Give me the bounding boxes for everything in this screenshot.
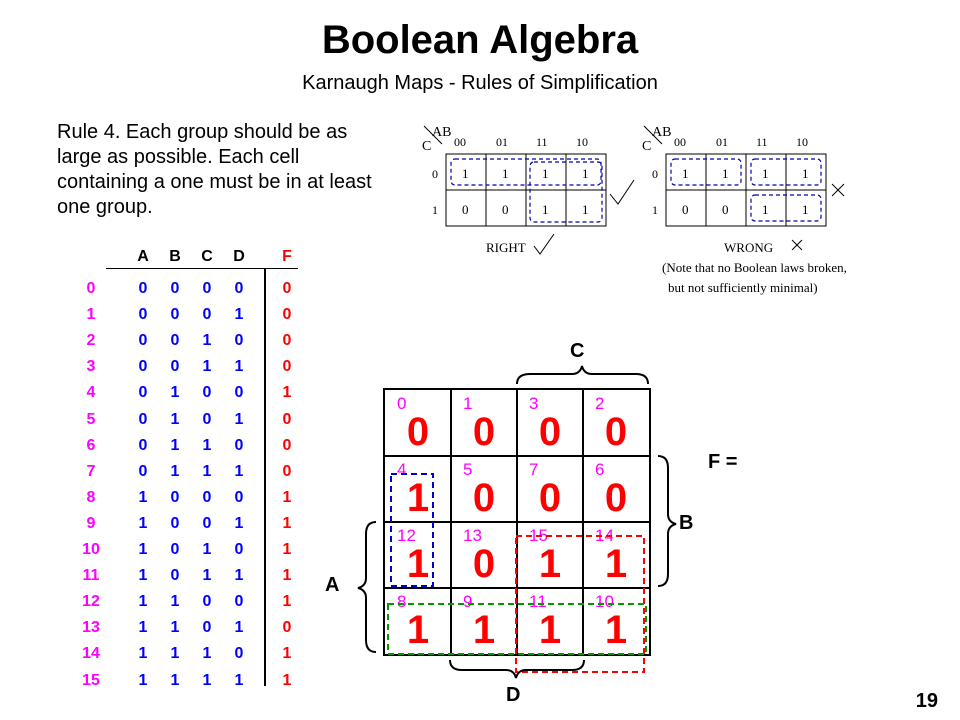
kmap-cell-index: 14 bbox=[595, 526, 614, 545]
cell-f: 0 bbox=[282, 462, 292, 480]
cell-d: 1 bbox=[234, 358, 244, 376]
kmap-cell-index: 1 bbox=[463, 394, 473, 413]
kmap-cell: 1 bbox=[802, 202, 809, 217]
cell-b: 0 bbox=[170, 567, 180, 585]
kmap-cell: 0 bbox=[682, 202, 689, 217]
cell-f: 1 bbox=[282, 645, 292, 663]
kmap-cell: 1 bbox=[762, 166, 769, 181]
cell-d: 0 bbox=[234, 436, 244, 454]
row-index: 14 bbox=[82, 645, 100, 663]
label-b: B bbox=[679, 512, 694, 534]
row-index: 6 bbox=[86, 436, 96, 454]
kmap-cell-value: 1 bbox=[406, 476, 430, 520]
row-index: 1 bbox=[86, 306, 96, 324]
kmap-cell-value: 0 bbox=[604, 476, 628, 520]
cell-d: 0 bbox=[234, 593, 244, 611]
cell-b: 1 bbox=[170, 436, 180, 454]
kmap-note: but not sufficiently minimal) bbox=[668, 280, 818, 295]
cell-b: 1 bbox=[170, 619, 180, 637]
kmap-cell-value: 0 bbox=[472, 542, 496, 586]
cell-f: 0 bbox=[282, 436, 292, 454]
cell-a: 1 bbox=[138, 541, 148, 558]
cell-d: 0 bbox=[234, 488, 244, 506]
kmap-cell-value: 0 bbox=[472, 476, 496, 520]
kmap-cell: 0 bbox=[502, 202, 509, 217]
cell-c: 1 bbox=[202, 436, 212, 454]
cell-f: 0 bbox=[282, 410, 292, 428]
cell-f: 0 bbox=[282, 306, 292, 324]
cell-a: 1 bbox=[138, 619, 148, 637]
page-title: Boolean Algebra bbox=[321, 18, 639, 62]
cell-a: 0 bbox=[138, 332, 148, 350]
kmap-cell: 1 bbox=[462, 166, 469, 181]
row-index: 15 bbox=[82, 671, 100, 689]
cell-a: 0 bbox=[138, 358, 148, 376]
cell-d: 1 bbox=[234, 671, 244, 689]
kmap-cell-index: 7 bbox=[529, 460, 539, 479]
cell-d: 0 bbox=[234, 384, 244, 402]
row-index: 13 bbox=[82, 619, 100, 637]
row-index: 8 bbox=[86, 488, 96, 506]
row-index: 0 bbox=[86, 280, 96, 297]
brace-b bbox=[658, 456, 676, 586]
cell-c: 1 bbox=[202, 332, 212, 350]
kmap-cell-index: 2 bbox=[595, 394, 605, 413]
kmap-cell-value: 0 bbox=[604, 410, 628, 454]
cell-f: 0 bbox=[282, 280, 292, 297]
row-index: 7 bbox=[86, 462, 96, 480]
row-index: 2 bbox=[86, 332, 96, 350]
row-header: 1 bbox=[432, 203, 438, 217]
kmap-cell-index: 8 bbox=[397, 592, 407, 611]
column-header-d: D bbox=[233, 248, 245, 265]
cell-d: 1 bbox=[234, 514, 244, 532]
kmap-cell: 1 bbox=[582, 202, 589, 217]
cell-f: 0 bbox=[282, 619, 292, 637]
kmap-cell-index: 12 bbox=[397, 526, 416, 545]
kmap-cell: 1 bbox=[682, 166, 689, 181]
cell-b: 0 bbox=[170, 488, 180, 506]
kmap-cell-index: 13 bbox=[463, 526, 482, 545]
cell-c: 0 bbox=[202, 280, 212, 297]
kmap-cell-value: 0 bbox=[406, 410, 430, 454]
cell-b: 1 bbox=[170, 645, 180, 663]
cell-b: 0 bbox=[170, 358, 180, 376]
kmap-cell-value: 0 bbox=[538, 476, 562, 520]
row-index: 11 bbox=[82, 567, 100, 585]
col-header: 10 bbox=[576, 135, 588, 149]
cell-a: 1 bbox=[138, 567, 148, 585]
cell-d: 0 bbox=[234, 645, 244, 663]
cell-d: 0 bbox=[234, 541, 244, 558]
cell-a: 0 bbox=[138, 384, 148, 402]
cell-a: 0 bbox=[138, 306, 148, 324]
cell-c: 0 bbox=[202, 593, 212, 611]
kmap-cell: 1 bbox=[762, 202, 769, 217]
cell-a: 1 bbox=[138, 488, 148, 506]
label-d: D bbox=[506, 684, 521, 706]
cell-b: 1 bbox=[170, 384, 180, 402]
kmap-cell-index: 10 bbox=[595, 592, 614, 611]
f-equals-label: F = bbox=[708, 451, 738, 473]
col-header: 10 bbox=[796, 135, 808, 149]
kmap-caption: RIGHT bbox=[486, 240, 526, 255]
label-a: A bbox=[325, 574, 340, 596]
row-header: 0 bbox=[652, 167, 658, 181]
cell-f: 1 bbox=[282, 514, 292, 532]
col-header: 11 bbox=[536, 135, 548, 149]
column-header-c: C bbox=[201, 248, 213, 265]
cell-f: 1 bbox=[282, 384, 292, 402]
cell-c: 0 bbox=[202, 384, 212, 402]
cell-d: 1 bbox=[234, 462, 244, 480]
cell-b: 0 bbox=[170, 332, 180, 350]
kmap-cell-value: 1 bbox=[406, 608, 430, 652]
cell-d: 1 bbox=[234, 410, 244, 428]
kmap-cell-value: 0 bbox=[538, 410, 562, 454]
kmap-cell-value: 1 bbox=[538, 608, 562, 652]
cell-b: 0 bbox=[170, 514, 180, 532]
kmap-cell-index: 6 bbox=[595, 460, 605, 479]
corner-c-label: C bbox=[642, 139, 652, 154]
cell-c: 1 bbox=[202, 645, 212, 663]
cell-d: 1 bbox=[234, 306, 244, 324]
row-index: 4 bbox=[86, 384, 96, 402]
cell-c: 1 bbox=[202, 462, 212, 480]
row-index: 12 bbox=[82, 593, 100, 611]
cell-c: 1 bbox=[202, 671, 212, 689]
cell-a: 1 bbox=[138, 514, 148, 532]
cell-c: 1 bbox=[202, 358, 212, 376]
rule-description: Rule 4. Each group should be as large as possible. Each cell containing a one must be in at least one group. bbox=[57, 121, 372, 218]
cell-b: 1 bbox=[170, 593, 180, 611]
col-header: 00 bbox=[674, 135, 686, 149]
row-index: 10 bbox=[82, 541, 100, 558]
row-index: 5 bbox=[86, 410, 96, 428]
kmap-cell: 1 bbox=[542, 202, 549, 217]
cell-a: 0 bbox=[138, 436, 148, 454]
cell-b: 1 bbox=[170, 671, 180, 689]
kmap-cell-value: 1 bbox=[604, 608, 628, 652]
kmap-cell-value: 1 bbox=[406, 542, 430, 586]
corner-ab-label: AB bbox=[652, 125, 672, 140]
kmap-cell: 0 bbox=[462, 202, 469, 217]
cell-b: 1 bbox=[170, 410, 180, 428]
cell-c: 0 bbox=[202, 619, 212, 637]
kmap-cell: 1 bbox=[582, 166, 589, 181]
kmap-cell-index: 0 bbox=[397, 394, 407, 413]
col-header: 00 bbox=[454, 135, 466, 149]
kmap-cell-index: 11 bbox=[529, 592, 547, 611]
cell-b: 0 bbox=[170, 280, 180, 297]
row-index: 3 bbox=[86, 358, 96, 376]
cell-b: 0 bbox=[170, 541, 180, 558]
kmap-cell: 1 bbox=[542, 166, 549, 181]
page-number: 19 bbox=[915, 690, 938, 712]
kmap-cell-value: 0 bbox=[472, 410, 496, 454]
kmap-cell-index: 9 bbox=[463, 592, 473, 611]
page-subtitle: Karnaugh Maps - Rules of Simplification bbox=[302, 72, 658, 94]
kmap-cell-value: 1 bbox=[472, 608, 496, 652]
cell-c: 0 bbox=[202, 488, 212, 506]
kmap-note: (Note that no Boolean laws broken, bbox=[662, 260, 847, 275]
cell-f: 1 bbox=[282, 671, 292, 689]
cell-a: 1 bbox=[138, 671, 148, 689]
cell-a: 0 bbox=[138, 462, 148, 480]
cell-d: 1 bbox=[234, 567, 244, 585]
kmap-cell: 1 bbox=[802, 166, 809, 181]
col-header: 11 bbox=[756, 135, 768, 149]
kmap-cell: 1 bbox=[502, 166, 509, 181]
kmap-cell-index: 3 bbox=[529, 394, 539, 413]
brace-c bbox=[517, 366, 648, 384]
col-header: 01 bbox=[496, 135, 508, 149]
cell-f: 0 bbox=[282, 332, 292, 350]
cell-a: 0 bbox=[138, 280, 148, 297]
kmap-cell-index: 5 bbox=[463, 460, 473, 479]
row-header: 1 bbox=[652, 203, 658, 217]
group-outline-blue bbox=[391, 474, 433, 586]
cell-b: 1 bbox=[170, 462, 180, 480]
cell-a: 1 bbox=[138, 593, 148, 611]
label-c: C bbox=[570, 340, 585, 362]
cell-f: 0 bbox=[282, 358, 292, 376]
cell-f: 1 bbox=[282, 541, 292, 558]
cell-d: 0 bbox=[234, 280, 244, 297]
corner-ab-label: AB bbox=[432, 125, 452, 140]
cell-d: 1 bbox=[234, 619, 244, 637]
cell-c: 0 bbox=[202, 306, 212, 324]
kmap-caption: WRONG bbox=[724, 240, 774, 255]
row-index: 9 bbox=[86, 514, 96, 532]
cell-c: 0 bbox=[202, 514, 212, 532]
kmap-cell-value: 1 bbox=[604, 542, 628, 586]
cell-f: 1 bbox=[282, 567, 292, 585]
brace-a bbox=[358, 522, 376, 652]
kmap-cell-index: 15 bbox=[529, 526, 548, 545]
cell-c: 0 bbox=[202, 410, 212, 428]
kmap-cell-index: 4 bbox=[397, 460, 407, 479]
cell-a: 0 bbox=[138, 410, 148, 428]
column-header-a: A bbox=[137, 248, 149, 265]
col-header: 01 bbox=[716, 135, 728, 149]
corner-c-label: C bbox=[422, 139, 432, 154]
cell-c: 1 bbox=[202, 567, 212, 585]
cell-a: 1 bbox=[138, 645, 148, 663]
cell-f: 1 bbox=[282, 488, 292, 506]
cell-b: 0 bbox=[170, 306, 180, 324]
row-header: 0 bbox=[432, 167, 438, 181]
kmap-cell-value: 1 bbox=[538, 542, 562, 586]
cell-c: 1 bbox=[202, 541, 212, 558]
column-header-b: B bbox=[169, 248, 181, 265]
column-header-f: F bbox=[282, 248, 292, 265]
cell-f: 1 bbox=[282, 593, 292, 611]
cell-d: 0 bbox=[234, 332, 244, 350]
kmap-cell: 0 bbox=[722, 202, 729, 217]
kmap-cell: 1 bbox=[722, 166, 729, 181]
